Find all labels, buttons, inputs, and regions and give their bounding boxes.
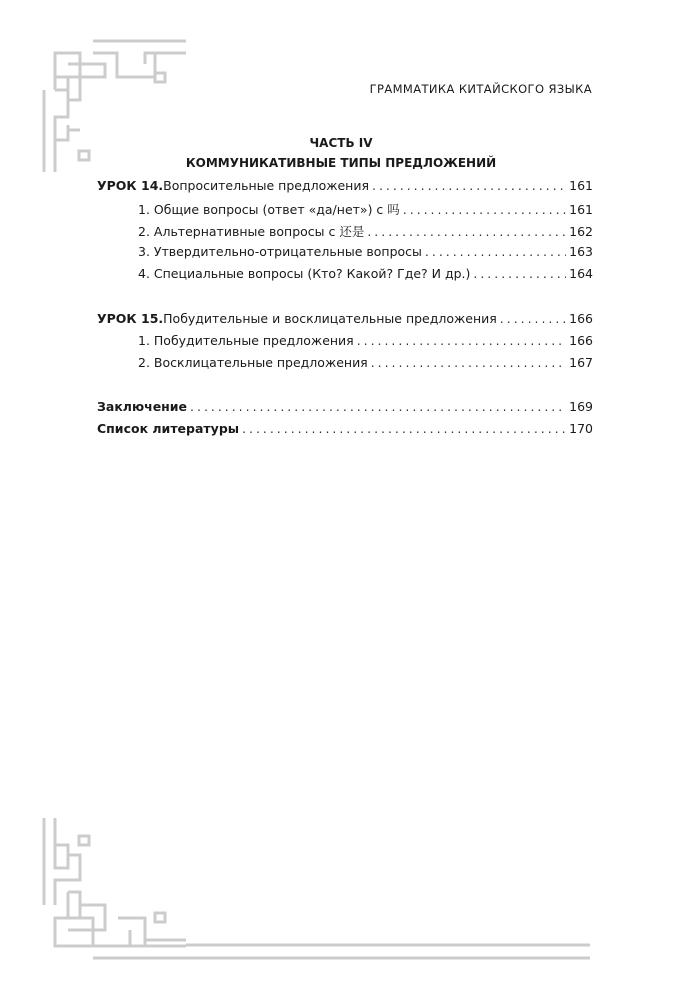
toc-entry[interactable]: 4. Специальные вопросы (Кто? Какой? Где? И др.) . . . 164 <box>138 266 593 281</box>
toc-entry[interactable]: 2. Восклицательные предложения . . . 167 <box>138 355 593 370</box>
toc-entry[interactable]: УРОК 14. Вопросительные предложения . . . 161 <box>97 178 593 193</box>
part-label: ЧАСТЬ IV <box>309 136 373 150</box>
toc-entry[interactable]: 1. Побудительные предложения . . . 166 <box>138 333 593 348</box>
toc-entry[interactable]: УРОК 15. Побудительные и восклицательные предложения . . . 166 <box>97 311 593 326</box>
toc-entry[interactable]: 2. Альтернативные вопросы с 还是 . . . 162 <box>138 222 593 240</box>
running-header: ГРАММАТИКА КИТАЙСКОГО ЯЗЫКА <box>369 82 592 96</box>
part-title: КОММУНИКАТИВНЫЕ ТИПЫ ПРЕДЛОЖЕНИЙ <box>185 156 497 170</box>
toc-entry[interactable]: Заключение . . . 169 <box>97 399 593 414</box>
toc-entry[interactable]: 1. Общие вопросы (ответ «да/нет») с 吗 . . . 161 <box>138 200 593 218</box>
toc-entry[interactable]: 3. Утвердительно-отрицательные вопросы . . . 163 <box>138 244 593 259</box>
toc-entry[interactable]: Список литературы . . . 170 <box>97 421 593 436</box>
